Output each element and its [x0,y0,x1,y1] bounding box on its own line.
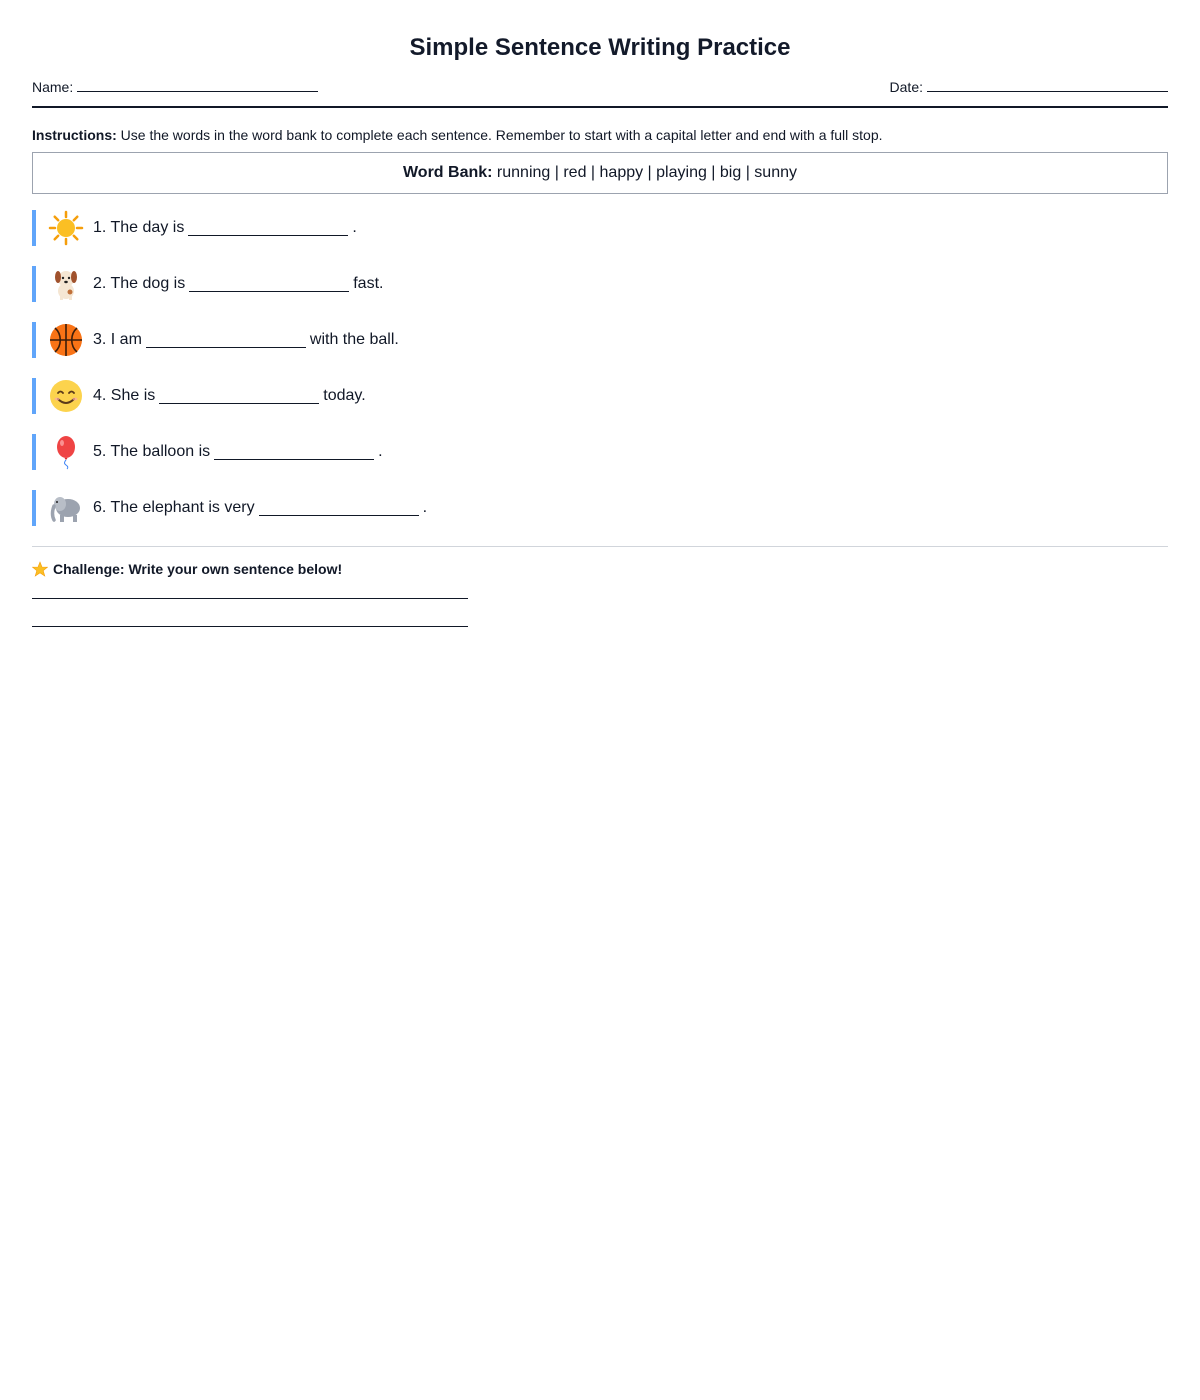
sun-icon [48,210,84,246]
instructions-text: Use the words in the word bank to complete each sentence. Remember to start with a capital letter and end with a full stop. [120,127,883,143]
dog-icon [48,266,84,302]
question-text-before: 5. The balloon is [93,443,211,460]
question-text-before: 6. The elephant is very [93,499,255,516]
elephant-icon [48,490,84,526]
page-title: Simple Sentence Writing Practice [409,34,791,61]
smiling-face-icon [48,378,84,414]
question-text-after: . [352,219,357,236]
balloon-icon [48,434,84,470]
answer-blank[interactable] [214,444,374,460]
star-icon [32,561,48,577]
section-divider [32,546,1168,547]
answer-blank[interactable] [146,332,306,348]
question-text-after: today. [323,387,366,404]
word-bank [32,152,1168,194]
question-item [32,322,1168,358]
question-text-after: . [378,443,383,460]
question-item [32,266,1168,302]
answer-blank[interactable] [188,220,348,236]
question-text-after: with the ball. [309,331,399,348]
challenge-heading [32,560,1168,578]
word-bank-label: Word Bank: [402,164,493,181]
header-divider [32,106,1168,108]
name-field [32,78,318,96]
question-item [32,378,1168,414]
answer-blank[interactable] [189,276,349,292]
instructions-label: Instructions: [32,127,117,143]
question-item [32,434,1168,470]
worksheet [32,0,1168,627]
question-text-before: 4. She is [93,387,156,404]
question-item [32,210,1168,246]
word-bank-words: running | red | happy | playing | big | sunny [496,164,797,181]
answer-blank[interactable] [259,500,419,516]
header-fields [32,78,1168,96]
question-list [32,210,1168,526]
answer-blank[interactable] [159,388,319,404]
date-field [890,78,1168,96]
writing-line[interactable] [32,626,468,627]
basketball-icon [48,322,84,358]
name-label: Name: [32,79,74,95]
question-text-after: . [422,499,428,516]
instructions [32,126,1168,144]
question-text-before: 1. The day is [93,219,185,236]
question-text-before: 3. I am [93,331,142,348]
date-label: Date: [889,79,923,95]
challenge-text: Challenge: Write your own sentence below! [53,561,343,577]
question-item [32,490,1168,526]
date-blank[interactable] [927,78,1168,92]
question-text-before: 2. The dog is [93,275,186,292]
writing-line[interactable] [32,598,468,599]
name-blank[interactable] [77,78,318,92]
question-text-after: fast. [353,275,384,292]
